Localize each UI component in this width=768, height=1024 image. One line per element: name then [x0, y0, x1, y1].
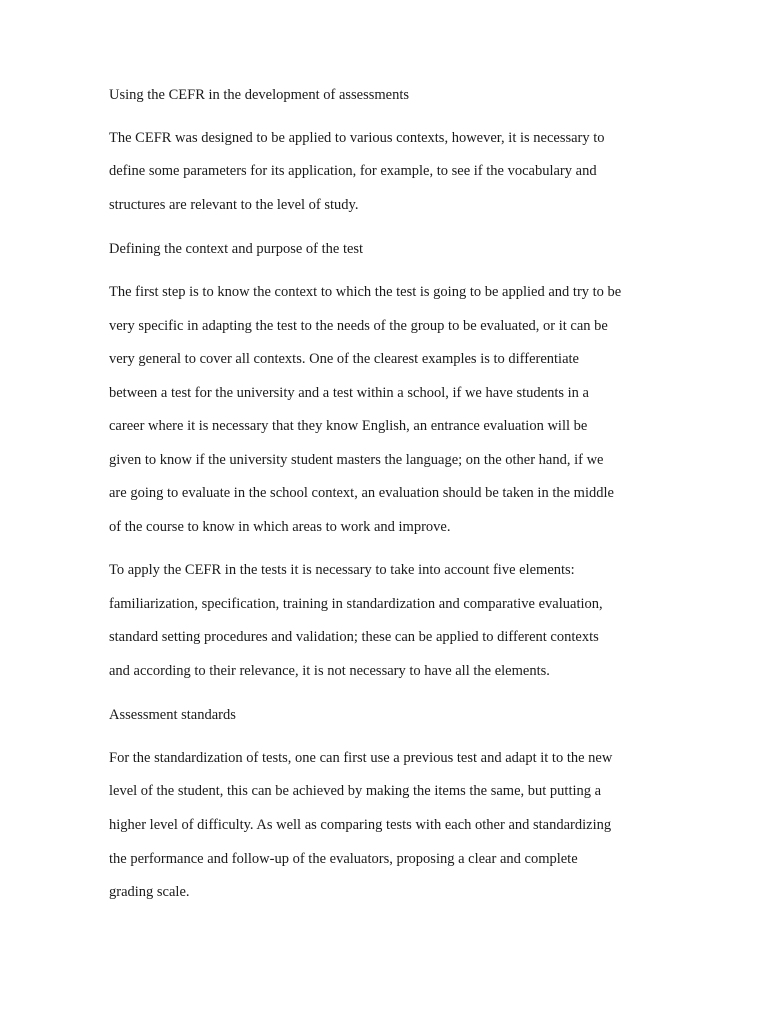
paragraph-line: very general to cover all contexts. One of the clearest examples is to differentiate	[109, 351, 579, 367]
paragraph-line: the performance and follow-up of the evaluators, proposing a clear and complete	[109, 851, 578, 867]
paragraph-line: and according to their relevance, it is not necessary to have all the elements.	[109, 663, 550, 679]
paragraph-line: structures are relevant to the level of study.	[109, 197, 359, 213]
paragraph-line: familiarization, specification, training in standardization and comparative evaluation,	[109, 596, 603, 612]
paragraph-line: standard setting procedures and validation; these can be applied to different contexts	[109, 629, 599, 645]
section-heading: Assessment standards	[109, 707, 236, 723]
paragraph-line: career where it is necessary that they know English, an entrance evaluation will be	[109, 418, 588, 434]
paragraph-line: higher level of difficulty. As well as comparing tests with each other and standardizing	[109, 817, 612, 833]
paragraph-line: of the course to know in which areas to work and improve.	[109, 519, 451, 535]
paragraph-line: very specific in adapting the test to the needs of the group to be evaluated, or it can be	[109, 318, 608, 334]
paragraph-line: The first step is to know the context to which the test is going to be applied and try to be	[109, 284, 622, 300]
paragraph-line: define some parameters for its application, for example, to see if the vocabulary and	[109, 163, 597, 179]
paragraph-line: given to know if the university student masters the language; on the other hand, if we	[109, 452, 604, 468]
paragraph-line: between a test for the university and a test within a school, if we have students in a	[109, 385, 589, 401]
paragraph-line: For the standardization of tests, one can first use a previous test and adapt it to the new	[109, 750, 613, 766]
paragraph-line: level of the student, this can be achieved by making the items the same, but putting a	[109, 783, 602, 799]
paragraph-line: The CEFR was designed to be applied to various contexts, however, it is necessary to	[109, 130, 605, 146]
section-heading: Using the CEFR in the development of assessments	[109, 87, 410, 103]
paragraph-line: To apply the CEFR in the tests it is necessary to take into account five elements:	[109, 562, 575, 578]
paragraph-line: are going to evaluate in the school context, an evaluation should be taken in the middle	[109, 485, 614, 501]
section-heading: Defining the context and purpose of the test	[109, 241, 364, 257]
paragraph-line: grading scale.	[109, 884, 190, 900]
